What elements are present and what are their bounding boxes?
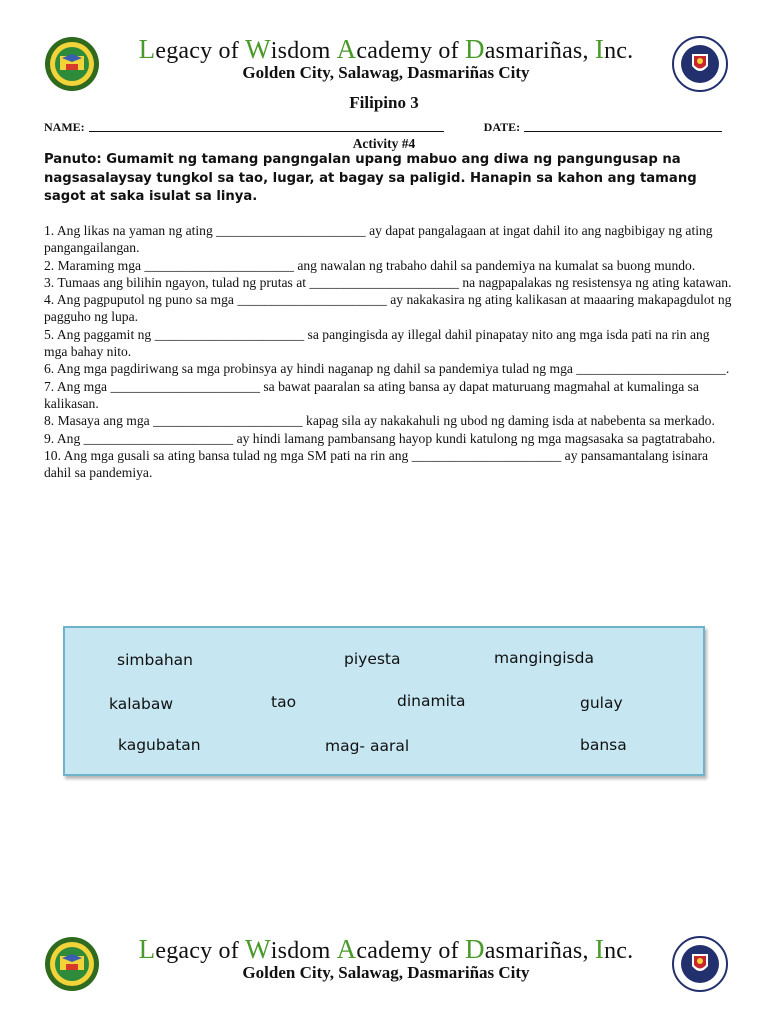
word-bank-item: gulay [580, 694, 623, 712]
name-date-row [44, 120, 724, 135]
word-bank-item: kagubatan [118, 736, 201, 754]
school-name: Legacy of Wisdom Academy of Dasmariñas, Inc. [138, 34, 634, 64]
name-label: NAME: [44, 120, 85, 134]
school-address: Golden City, Salawag, Dasmariñas City [242, 963, 530, 982]
school-address: Golden City, Salawag, Dasmariñas City [242, 63, 530, 82]
question-item: 4. Ang pagpuputol ng puno sa mga ______________________ ay nakakasira ng ating kalikasan at maaaring makapagdulot ng pagguho ng lupa. [44, 292, 732, 325]
subject-title: Filipino 3 [349, 93, 419, 112]
question-item: 6. Ang mga pagdiriwang sa mga probinsya ay hindi naganap ng dahil sa pandemiya tulad ng mga ______________________. [44, 361, 730, 377]
question-item: 1. Ang likas na yaman ng ating ______________________ ay dapat pangalagaan at ingat dahil ito ang nagbibigay ng ating pangangailangan. [44, 223, 713, 256]
word-bank-item: dinamita [397, 692, 466, 710]
activity-title: Activity #4 [352, 136, 416, 151]
word-bank-item: bansa [580, 736, 627, 754]
date-line[interactable] [524, 120, 722, 132]
word-bank-item: tao [271, 693, 297, 711]
question-item: 8. Masaya ang mga ______________________ kapag sila ay nakakahuli ng ubod ng daming isda at nabebenta sa merkado. [44, 413, 715, 429]
instructions: Panuto: Gumamit ng tamang pangngalan upang mabuo ang diwa ng pangungusap na nagsasalaysay tungkol sa tao, lugar, at bagay sa paligid. Hanapin sa kahon ang tamang sagot at saka isulat sa linya. [44, 152, 697, 204]
word-bank-item: mag- aaral [325, 737, 410, 755]
word-bank-item: piyesta [344, 650, 401, 668]
question-item: 3. Tumaas ang bilihin ngayon, tulad ng prutas at ______________________ na nagpapalakas ng resistensya ng ating katawan. [44, 274, 732, 290]
word-bank-item: simbahan [117, 651, 193, 669]
letterhead-bottom [0, 930, 768, 1000]
school-seal-logo [44, 36, 100, 92]
question-item: 2. Maraming mga ______________________ ang nawalan ng trabaho dahil sa pandemiya na kumalat sa buong mundo. [44, 257, 696, 273]
question-item: 7. Ang mga ______________________ sa bawat paaralan sa ating bansa ay dapat maturuang magmahal at kumalinga sa kalikasan. [44, 378, 699, 411]
name-line[interactable] [89, 120, 444, 132]
school-name: Legacy of Wisdom Academy of Dasmariñas, Inc. [138, 934, 634, 964]
question-item: 5. Ang paggamit ng ______________________ sa pangingisda ay illegal dahil pinapatay nito ang mga isda pati na rin ang mga bahay nito. [44, 326, 710, 360]
word-bank-item: mangingisda [494, 649, 594, 667]
deped-seal-logo [672, 36, 728, 92]
question-item: 10. Ang mga gusali sa ating bansa tulad ng mga SM pati na rin ang ______________________ ay pansamantalang isinara dahil sa pandemiya. [44, 447, 709, 481]
question-list [44, 222, 734, 481]
word-bank-item: kalabaw [109, 695, 174, 713]
date-label: DATE: [483, 120, 521, 134]
letterhead-top [0, 30, 768, 100]
question-item: 9. Ang ______________________ ay hindi lamang pambansang hayop kundi katulong ng mga magsasaka sa pagtatrabaho. [44, 430, 716, 446]
deped-seal-logo [672, 936, 728, 992]
word-bank-box [63, 626, 705, 776]
school-seal-logo [44, 936, 100, 992]
